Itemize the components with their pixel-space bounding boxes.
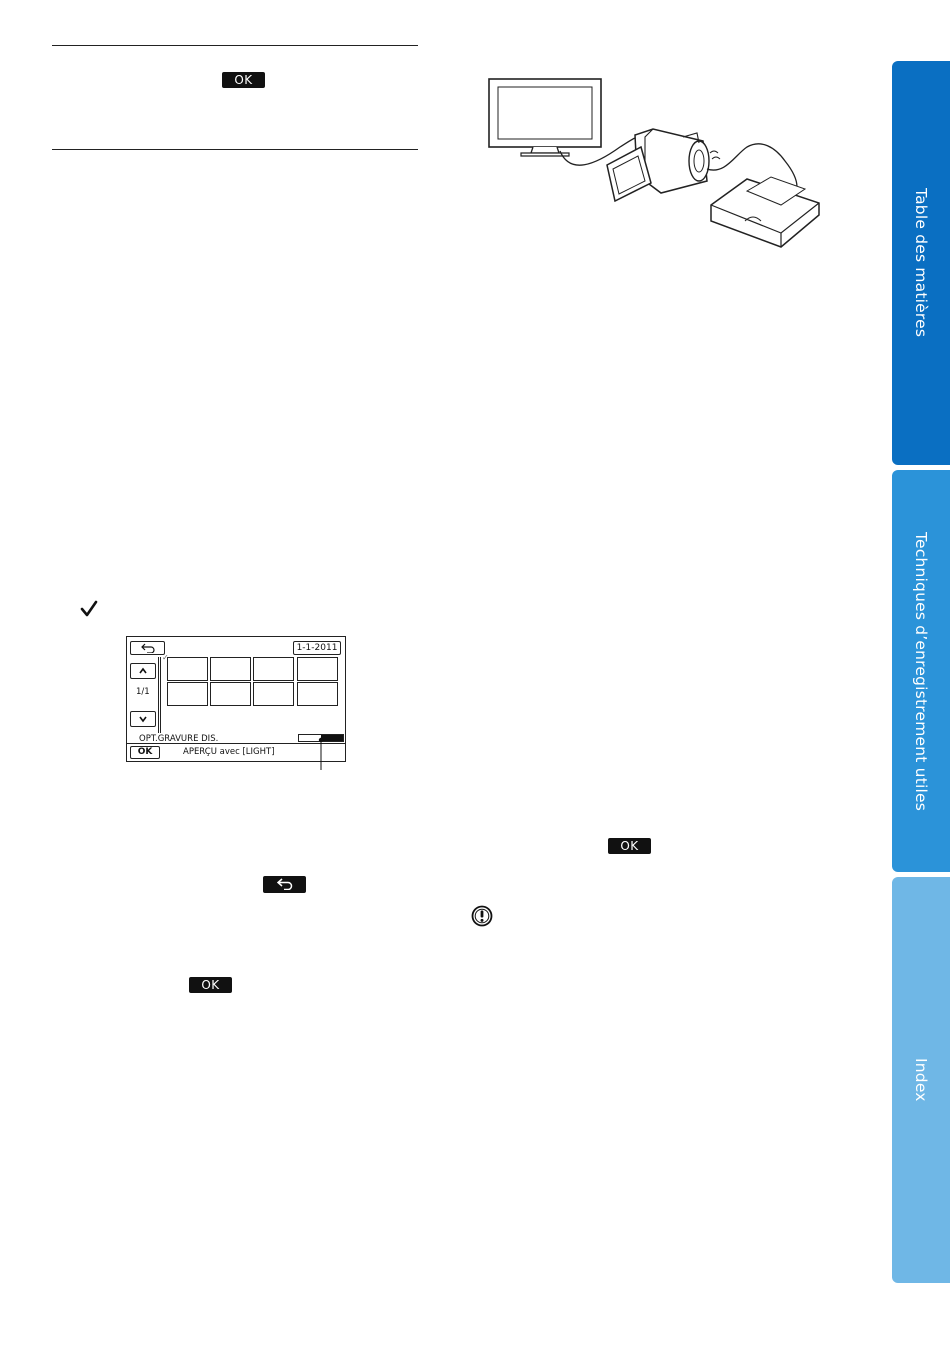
scroll-track-inner xyxy=(160,657,161,733)
thumbnail[interactable] xyxy=(210,682,251,706)
ok-key-3: OK xyxy=(608,838,651,854)
thumbnail[interactable] xyxy=(297,657,338,681)
tab-label: Index xyxy=(912,1058,930,1102)
thumbnail[interactable] xyxy=(253,682,294,706)
check-icon xyxy=(80,600,98,618)
scroll-down-button[interactable] xyxy=(130,711,156,727)
top-rule xyxy=(52,45,418,46)
tab-techniques[interactable] xyxy=(892,470,950,872)
thumbnail[interactable] xyxy=(253,657,294,681)
tab-index[interactable] xyxy=(892,877,950,1283)
back-button[interactable] xyxy=(130,641,165,655)
thumbnail[interactable] xyxy=(210,657,251,681)
chevron-up-icon xyxy=(138,667,148,675)
ok-key-2: OK xyxy=(189,977,232,993)
tab-label: Table des matières xyxy=(912,188,930,338)
back-arrow-icon xyxy=(277,878,293,890)
scroll-track xyxy=(158,657,159,733)
menu-label: OPT.GRAVURE DIS. xyxy=(139,734,219,744)
thumbnail[interactable] xyxy=(167,682,208,706)
preview-label: APERÇU avec [LIGHT] xyxy=(183,747,275,757)
tab-table-des-matieres[interactable] xyxy=(892,61,950,465)
thumbnail[interactable] xyxy=(297,682,338,706)
page-indicator: 1/1 xyxy=(136,687,150,697)
back-key xyxy=(263,876,306,893)
connection-illustration xyxy=(485,75,825,260)
caution-icon xyxy=(471,905,493,927)
selected-mark: ✓ xyxy=(162,653,169,662)
ok-button[interactable]: OK xyxy=(130,746,160,759)
tab-label: Techniques d’enregistrement utiles xyxy=(912,531,930,811)
ok-key-1: OK xyxy=(222,72,265,88)
section-rule xyxy=(52,149,418,150)
scroll-up-button[interactable] xyxy=(130,663,156,679)
chevron-down-icon xyxy=(138,715,148,723)
bottom-bar-rule xyxy=(127,743,345,744)
callout-line xyxy=(316,734,326,770)
camera-screen xyxy=(126,636,346,762)
thumbnail[interactable] xyxy=(162,653,208,681)
date-button[interactable]: 1-1-2011 xyxy=(293,641,341,655)
back-arrow-icon xyxy=(141,643,155,653)
